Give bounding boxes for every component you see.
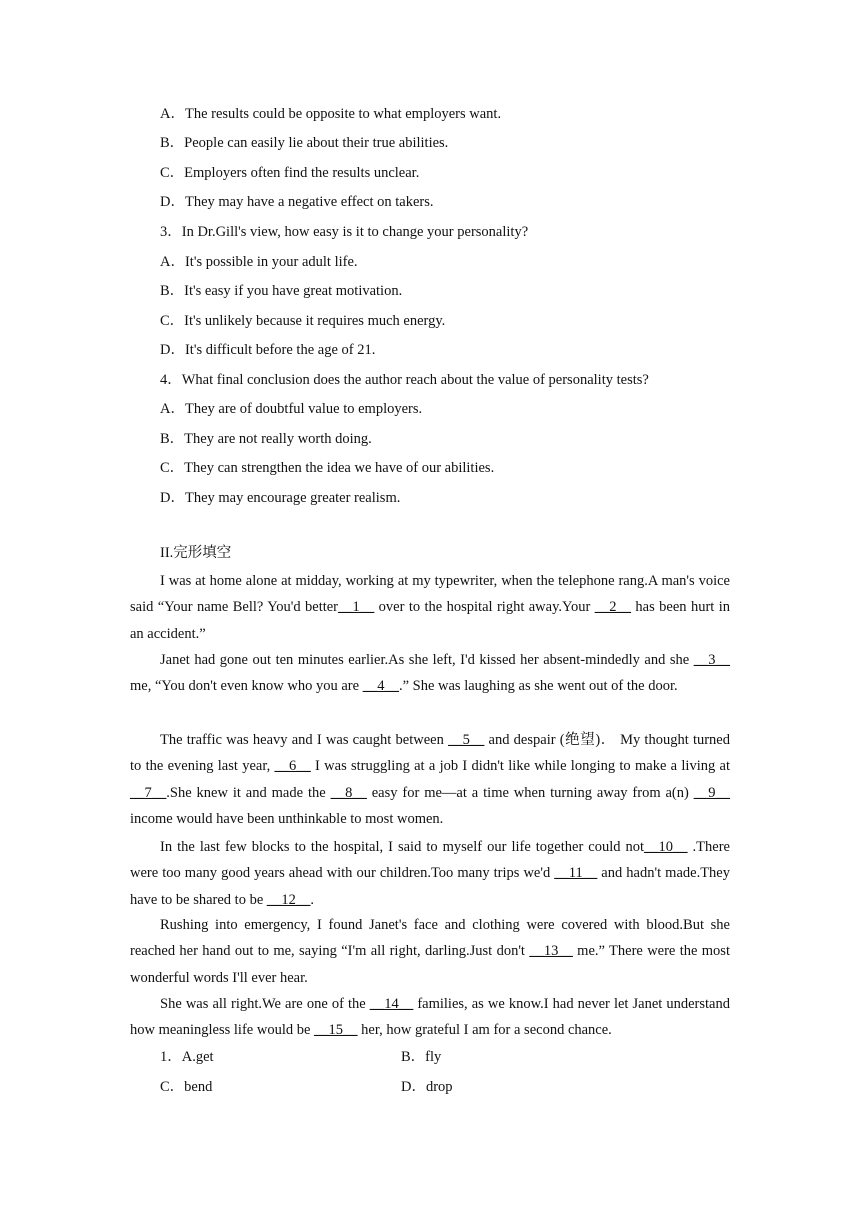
q2-option-d: D．They may have a negative effect on takers.: [160, 194, 434, 210]
q2-option-a: A．The results could be opposite to what employers want.: [160, 106, 502, 122]
q2-option-b: B．People can easily lie about their true abilities.: [160, 135, 449, 151]
passage-paragraph-4: In the last few blocks to the hospital, I said to myself our life together could not__10__ .There were too many good years ahead with our children.Too many trips we'd __11__ and hadn't made.They have to be shared to be __12__.: [130, 839, 730, 908]
q4-option-a: A．They are of doubtful value to employers.: [160, 401, 423, 417]
answer-1-option-c: C．bend: [160, 1079, 213, 1095]
answer-1-option-d: D．drop: [401, 1079, 453, 1095]
q3-option-b: B．It's easy if you have great motivation.: [160, 283, 403, 299]
q3-option-c: C．It's unlikely because it requires much energy.: [160, 313, 446, 329]
q3-stem: 3．In Dr.Gill's view, how easy is it to change your personality?: [160, 224, 529, 240]
blank-10: __10__: [644, 839, 688, 855]
q4-stem: 4．What final conclusion does the author reach about the value of personality tests?: [160, 372, 649, 388]
q3-option-d: D．It's difficult before the age of 21.: [160, 342, 376, 358]
q4-option-d: D．They may encourage greater realism.: [160, 490, 401, 506]
q3-option-a: A．It's possible in your adult life.: [160, 254, 358, 270]
blank-1: __1__: [338, 599, 375, 616]
blank-3: __3__: [693, 652, 730, 668]
blank-6: __6__: [274, 758, 311, 775]
blank-2: __2__: [594, 599, 632, 616]
q4-option-b: B．They are not really worth doing.: [160, 431, 372, 447]
passage-paragraph-6: She was all right.We are one of the __14__ families, as we know.I had never let Janet understand how meaningless life would be __15__ her, how grateful I am for a second chance.: [130, 996, 730, 1039]
blank-14: __14__: [369, 996, 414, 1012]
blank-15: __15__: [314, 1022, 358, 1039]
passage-paragraph-5: Rushing into emergency, I found Janet's face and clothing were covered with blood.But she reached her hand out to me, saying “I'm all right, darling.Just don't __13__ me.” There were the most wonderful words I'll ever hear.: [130, 917, 730, 986]
passage-paragraph-1: I was at home alone at midday, working at my typewriter, when the telephone rang.A man's voice said “Your name Bell? You'd better__1__ over to the hospital right away.Your __2__ has been hurt in an accident.”: [130, 573, 730, 642]
q2-option-c: C．Employers often find the results unclear.: [160, 165, 420, 181]
passage-paragraph-2: Janet had gone out ten minutes earlier.As she left, I'd kissed her absent-mindedly and she __3__ me, “You don't even know who you are __4__.” She was laughing as she went out of the door.: [130, 652, 730, 695]
section-title: II.完形填空: [160, 545, 232, 561]
blank-4: __4__: [362, 678, 399, 695]
blank-12: __12__: [266, 891, 311, 908]
blank-7: __7__: [130, 784, 167, 801]
blank-9: __9__: [693, 784, 730, 801]
blank-5: __5__: [448, 732, 485, 748]
answer-1-option-b: B．fly: [401, 1049, 442, 1065]
blank-13: __13__: [529, 943, 573, 960]
answer-1-option-a: 1．A.get: [160, 1049, 214, 1065]
blank-8: __8__: [330, 784, 367, 801]
blank-11: __11__: [554, 865, 598, 882]
passage-paragraph-3: The traffic was heavy and I was caught between __5__ and despair (绝望)． My thought turned to the evening last year, __6__ I was struggling at a job I didn't like while longing to make a living at __7__.She knew it and made the __8__ easy for me—at a time when turning away from a(n) __9__ income would have been unthinkable to most women.: [130, 732, 730, 827]
q4-option-c: C．They can strengthen the idea we have of our abilities.: [160, 460, 495, 476]
